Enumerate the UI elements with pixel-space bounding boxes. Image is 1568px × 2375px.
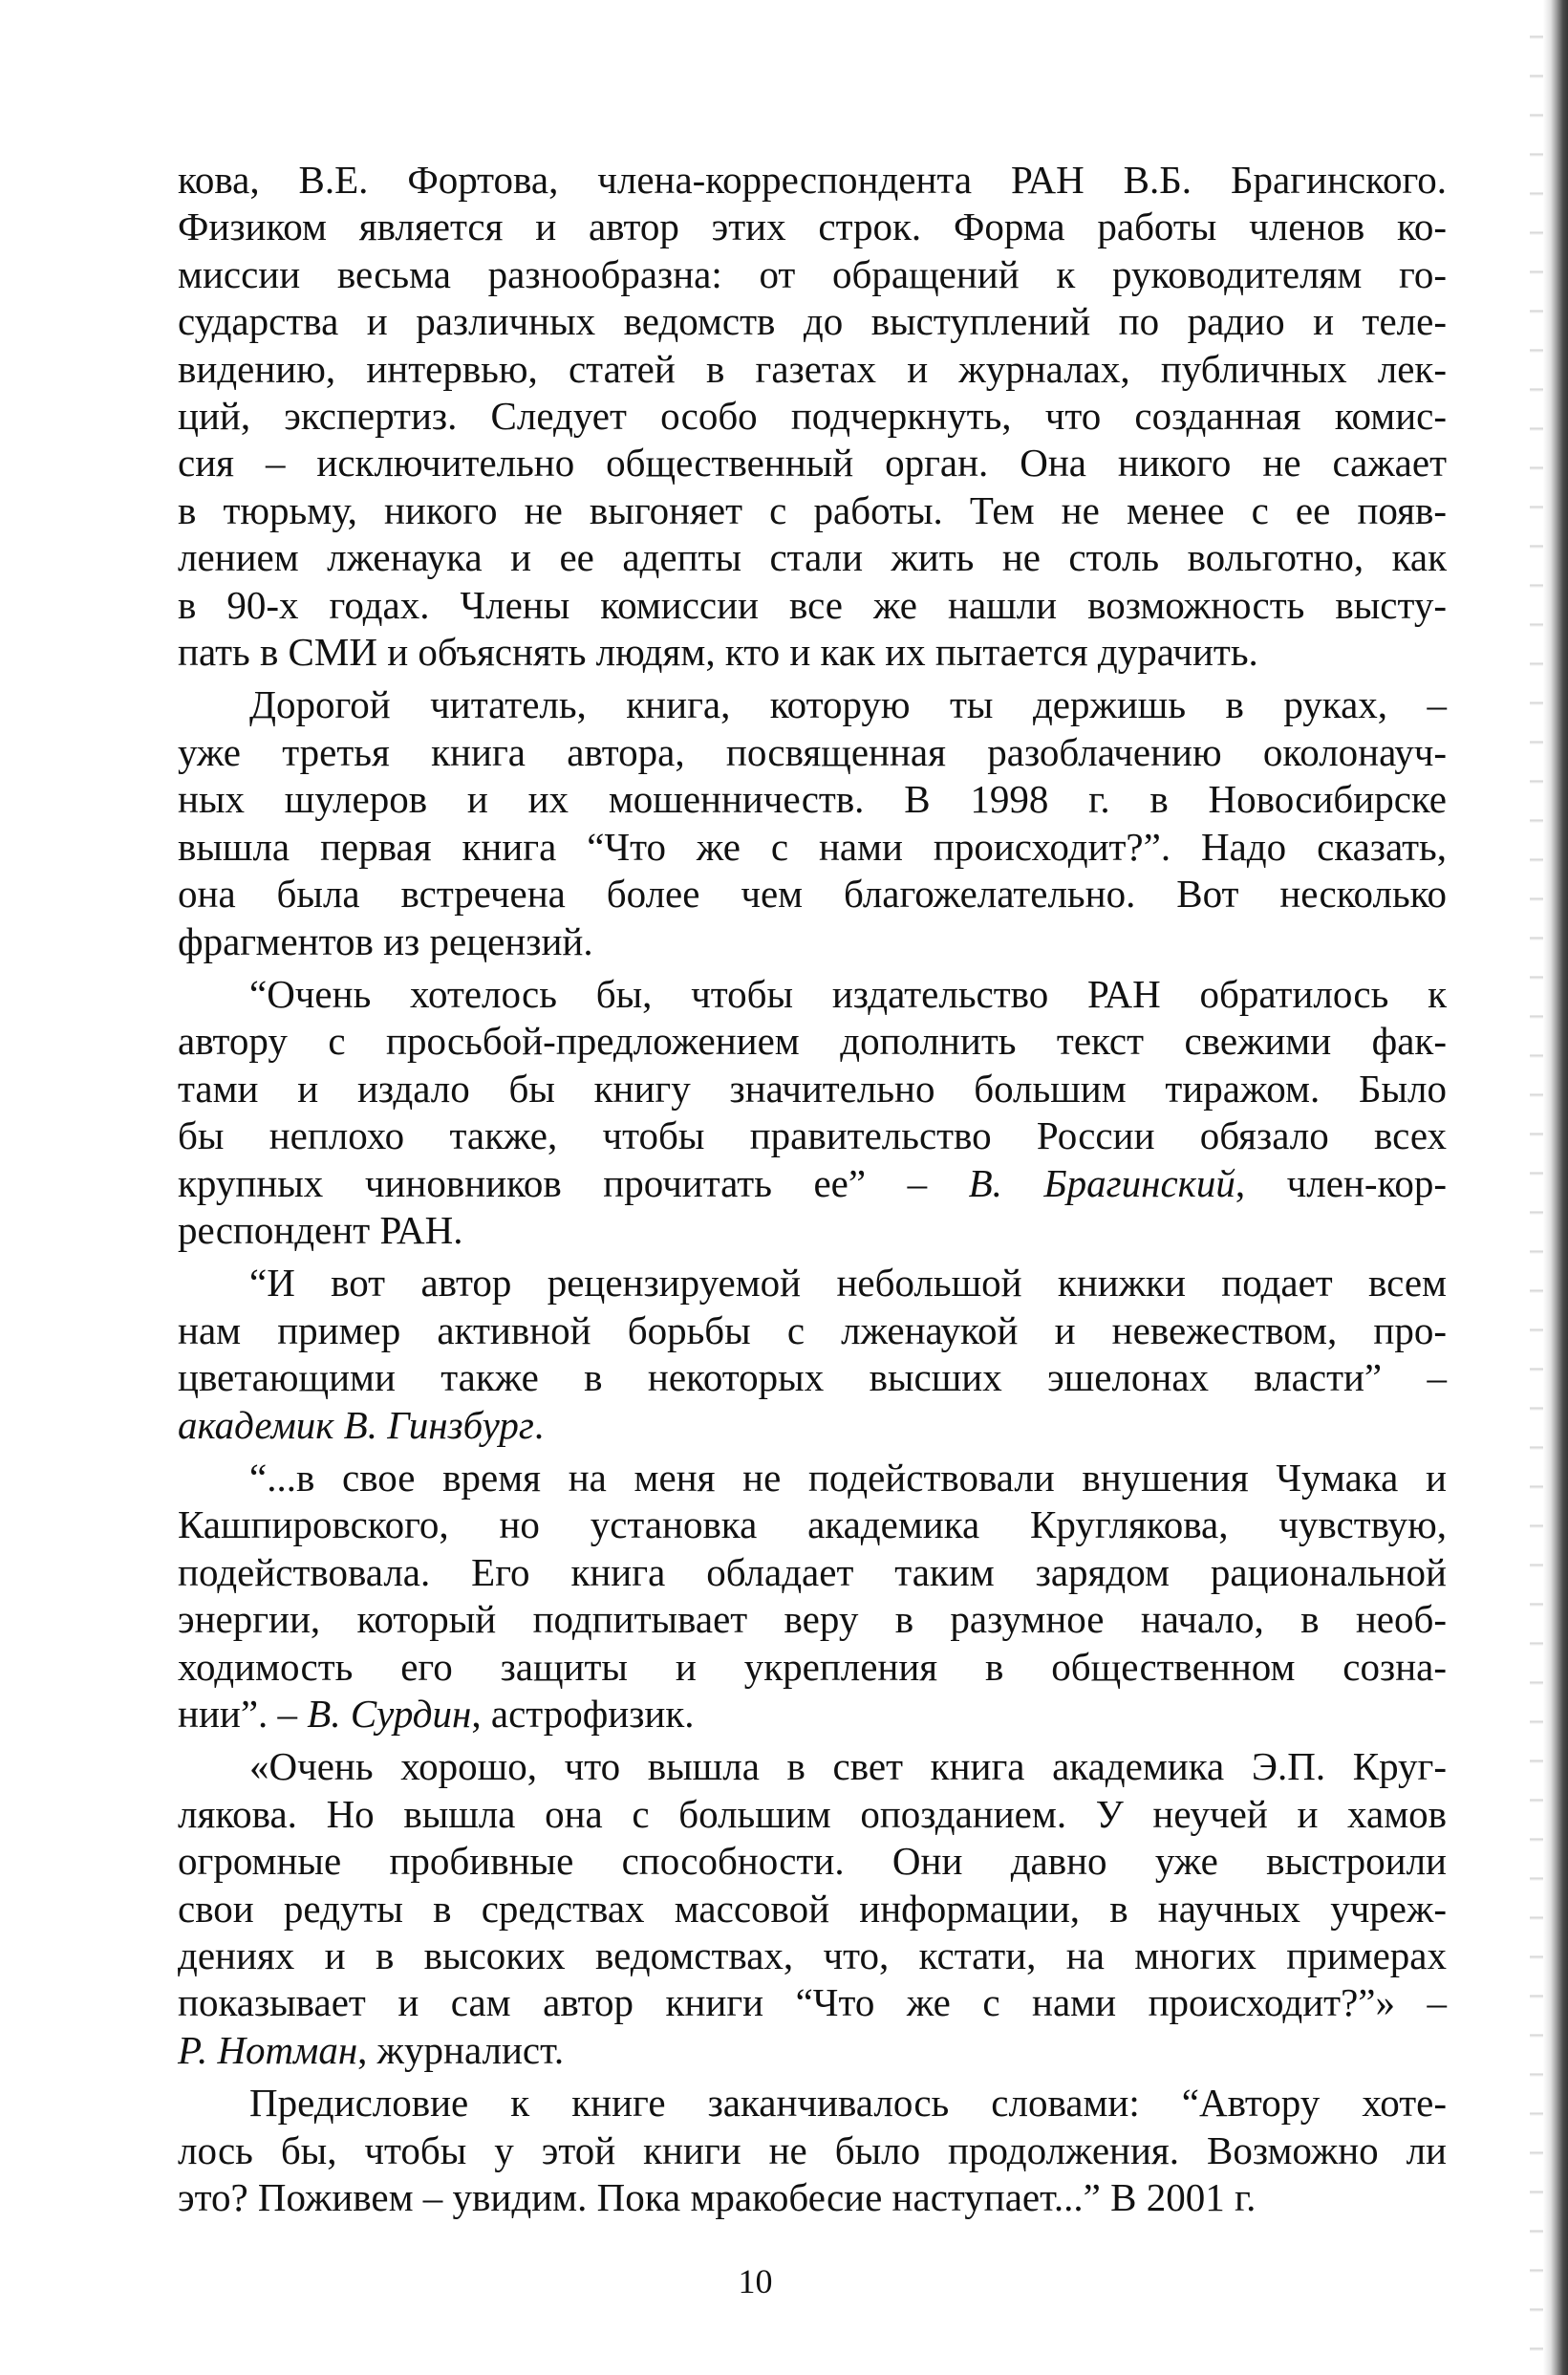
text-line: пать в СМИ и объяснять людям, кто и как их пытается дурачить.	[178, 630, 1258, 675]
text-line: дениях и в высоких ведомствах, что, кстати, на многих примерах	[178, 1933, 1447, 1978]
text-line: в 90-х годах. Члены комиссии все же нашли возможность высту-	[178, 582, 1447, 627]
text-line: фрагментов из рецензий.	[178, 918, 593, 963]
text-line: энергии, который подпитывает веру в разумное начало, в необ-	[178, 1597, 1447, 1642]
text-line: уже третья книга автора, посвященная разоблачению околонауч-	[178, 729, 1447, 774]
page-number: 10	[738, 2262, 773, 2300]
text-line: Р. Нотман, журналист.	[178, 2027, 565, 2072]
scan-edge-shadow	[1530, 0, 1543, 2375]
text-line: ных шулеров и их мошенничеств. В 1998 г. в Новосибирске	[178, 777, 1447, 822]
text-line: Дорогой читатель, книга, которую ты держишь в руках, –	[249, 682, 1447, 727]
text-line: «Очень хорошо, что вышла в свет книга академика Э.П. Круг-	[249, 1744, 1447, 1789]
text-line: цветающими также в некоторых высших эшелонах власти” –	[178, 1355, 1447, 1400]
text-line: ций, экспертиз. Следует особо подчеркнуть, что созданная комис-	[178, 394, 1447, 439]
text-line: Предисловие к книге заканчивалось словами: “Автору хоте-	[249, 2081, 1447, 2126]
paragraph	[178, 2080, 1447, 2221]
scan-edge	[1543, 0, 1568, 2375]
italic-name: В. Брагинский	[968, 1160, 1235, 1205]
text-line: видению, интервью, статей в газетах и журналах, публичных лек-	[178, 346, 1447, 391]
text-line: нии”. – В. Сурдин, астрофизик.	[178, 1692, 695, 1736]
text-line: крупных чиновников прочитать ее” – В. Брагинский, член-кор-	[178, 1160, 1447, 1205]
text-line: “И вот автор рецензируемой небольшой книжки подает всем	[249, 1261, 1447, 1306]
paragraph	[178, 1455, 1447, 1738]
text-line: огромные пробивные способности. Они давно уже выстроили	[178, 1839, 1447, 1884]
text-line: ходимость его защиты и укрепления в общественном созна-	[178, 1644, 1447, 1689]
text-line: Кашпировского, но установка академика Круглякова, чувствую,	[178, 1502, 1447, 1547]
text-line: автору с просьбой-предложением дополнить текст свежими фак-	[178, 1019, 1447, 1064]
text-line: респондент РАН.	[178, 1207, 463, 1252]
paragraph	[178, 1743, 1447, 2074]
text-line: нам пример активной борьбы с лженаукой и невежеством, про-	[178, 1307, 1447, 1352]
italic-name: Р. Нотман	[178, 2027, 358, 2072]
italic-name: академик В. Гинзбург	[178, 1402, 534, 1447]
paragraph	[178, 681, 1447, 964]
text-line: кова, В.Е. Фортова, члена-корреспондента РАН В.Б. Брагинского.	[178, 158, 1447, 202]
text-line: подействовала. Его книга обладает таким зарядом рациональной	[178, 1549, 1447, 1594]
paragraph	[178, 157, 1447, 676]
text-line: лением лженаука и ее адепты стали жить не столь вольготно, как	[178, 535, 1447, 580]
text-line: Физиком является и автор этих строк. Форма работы членов ко-	[178, 205, 1447, 249]
text-line: сударства и различных ведомств до выступлений по радио и теле-	[178, 299, 1447, 344]
text-line: лякова. Но вышла она с большим опозданием. У неучей и хамов	[178, 1791, 1447, 1836]
text-line: бы неплохо также, чтобы правительство России обязало всех	[178, 1113, 1447, 1158]
italic-name: В. Сурдин	[307, 1692, 472, 1736]
text-line: в тюрьму, никого не выгоняет с работы. Тем не менее с ее появ-	[178, 487, 1447, 532]
text-line: показывает и сам автор книги “Что же с нами происходит?”» –	[178, 1980, 1447, 2025]
text-line: она была встречена более чем благожелательно. Вот несколько	[178, 872, 1447, 917]
text-line: вышла первая книга “Что же с нами происходит?”. Надо сказать,	[178, 824, 1447, 869]
text-line: сия – исключительно общественный орган. Она никого не сажает	[178, 441, 1447, 486]
text-line: “Очень хотелось бы, чтобы издательство РАН обратилось к	[249, 971, 1447, 1016]
text-line: академик В. Гинзбург.	[178, 1402, 545, 1447]
text-line: свои редуты в средствах массовой информации, в научных учреж-	[178, 1886, 1447, 1931]
text-line: это? Поживем – увидим. Пока мракобесие наступает...” В 2001 г.	[178, 2175, 1257, 2220]
body-text	[178, 157, 1447, 2221]
text-line: лось бы, чтобы у этой книги не было продолжения. Возможно ли	[178, 2127, 1447, 2172]
text-line: “...в свое время на меня не подействовали внушения Чумака и	[249, 1455, 1447, 1500]
text-line: тами и издало бы книгу значительно большим тиражом. Было	[178, 1066, 1447, 1111]
text-line: миссии весьма разнообразна: от обращений к руководителям го-	[178, 251, 1447, 296]
paragraph	[178, 971, 1447, 1254]
paragraph	[178, 1260, 1447, 1449]
